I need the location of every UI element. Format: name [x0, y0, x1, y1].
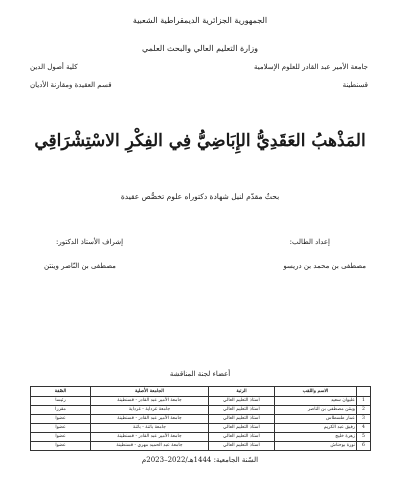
- member-role: عضوا: [31, 415, 91, 424]
- student-label: إعداد الطالب:: [289, 238, 330, 246]
- member-name: نورة بوحناش: [275, 442, 357, 451]
- member-university: جامعة باتنة - باتنة: [91, 424, 209, 433]
- table-row: [31, 397, 371, 406]
- supervisor-name: مصطفى بن النّاصر وينتن: [44, 262, 116, 270]
- committee-table: [30, 386, 371, 451]
- member-name: رفيق عبد الكريم: [275, 424, 357, 433]
- member-name: عمار طسطاس: [275, 415, 357, 424]
- member-role: عضوا: [31, 424, 91, 433]
- member-university: جامعة الأمير عبد القادر - قسنطينة: [91, 433, 209, 442]
- member-role: عضوا: [31, 433, 91, 442]
- row-index: 6: [357, 442, 371, 451]
- member-rank: أستاذ التعليم العالي: [209, 415, 275, 424]
- city-name: قسنطينة: [342, 81, 368, 89]
- member-role: مقررا: [31, 406, 91, 415]
- member-university: جامعة الأمير عبد القادر - قسنطينة: [91, 415, 209, 424]
- student-name: مصطفى بن محمد بن دريسو: [283, 262, 366, 270]
- header-university: الجامعة الأصلية: [91, 387, 209, 397]
- thesis-subtitle: بحثٌ مقدّم لنيل شهادة دكتوراه علوم تخصُّص عقيدة: [120, 192, 280, 201]
- member-university: جامعة الأمير عبد القادر - قسنطينة: [91, 397, 209, 406]
- table-row: [31, 415, 371, 424]
- member-role: عضوا: [31, 442, 91, 451]
- committee-header-row: [31, 387, 371, 397]
- member-rank: أستاذ التعليم العالي: [209, 397, 275, 406]
- member-university: جامعة غرداية - غرداية: [91, 406, 209, 415]
- member-rank: أستاذ التعليم العالي: [209, 406, 275, 415]
- row-index: 4: [357, 424, 371, 433]
- member-rank: أستاذ التعليم العالي: [209, 442, 275, 451]
- header-name: الاسم واللقب: [275, 387, 357, 397]
- academic-year: السّنة الجامعية: 1444هـ/2022–2023م: [141, 456, 259, 464]
- member-university: جامعة عبد الحميد مهري - قسنطينة: [91, 442, 209, 451]
- faculty-name: كلية أصول الدين: [30, 63, 78, 71]
- republic-name: الجمهورية الجزائرية الديمقراطية الشعبية: [132, 16, 268, 25]
- member-name: زهرة خليج: [275, 433, 357, 442]
- table-row: [31, 406, 371, 415]
- thesis-title: المَذْهبُ العَقَدِيُّ الإِبَاضِيُّ فِي الفِكْرِ الاسْتِشْرَاقِي: [34, 131, 366, 151]
- department-name: قسم العقيدة ومقارنة الأديان: [30, 81, 112, 89]
- header-role: الصّفة: [31, 387, 91, 397]
- table-row: [31, 433, 371, 442]
- member-name: عليوان سعيد: [275, 397, 357, 406]
- table-row: [31, 424, 371, 433]
- supervisor-label: إشراف الأستاذ الدكتور:: [56, 238, 124, 246]
- row-index: 5: [357, 433, 371, 442]
- university-name: جامعة الأمير عبد القادر للعلوم الإسلامية: [253, 63, 368, 71]
- table-row: [31, 442, 371, 451]
- row-index: 3: [357, 415, 371, 424]
- row-index: 1: [357, 397, 371, 406]
- member-rank: أستاذ التعليم العالي: [209, 433, 275, 442]
- header-rank: الرتبة: [209, 387, 275, 397]
- header-index: [357, 387, 371, 397]
- committee-title: أعضاء لجنة المناقشة: [169, 370, 231, 378]
- member-role: رئيسا: [31, 397, 91, 406]
- row-index: 2: [357, 406, 371, 415]
- member-rank: أستاذ التعليم العالي: [209, 424, 275, 433]
- ministry-name: وزارة التعليم العالي والبحث العلمي: [142, 44, 258, 53]
- member-name: وينتن مصطفى بن الناصر: [275, 406, 357, 415]
